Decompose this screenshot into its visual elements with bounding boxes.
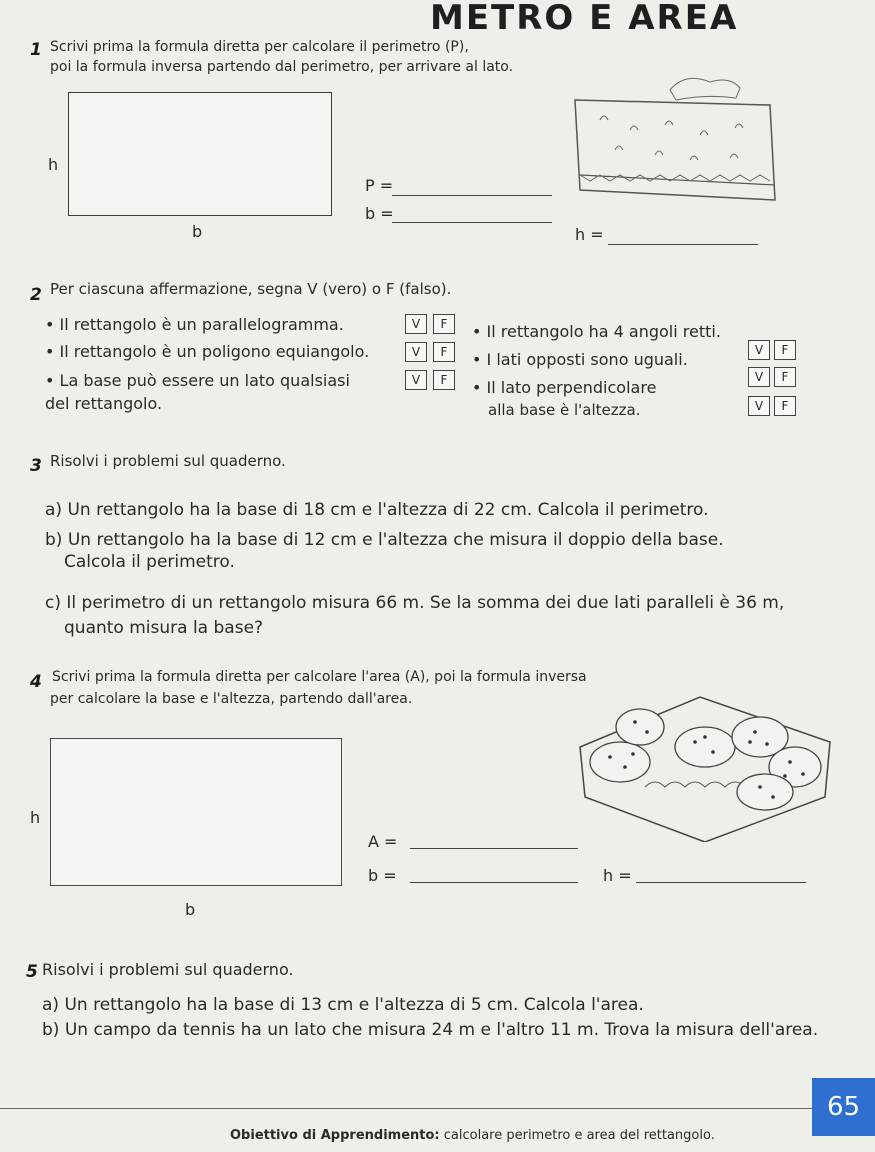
false-checkbox-right-2[interactable]: F: [774, 367, 796, 387]
exercise-2-instruction: Per ciascuna affermazione, segna V (vero) o F (falso).: [50, 280, 452, 298]
learning-objective: [230, 1128, 715, 1143]
statement-left-3: • La base può essere un lato qualsiasi: [45, 371, 350, 390]
exercise-1-text-line2: poi la formula inversa partendo dal perimetro, per arrivare al lato.: [50, 59, 514, 75]
exercise-3-number: 3: [30, 456, 42, 476]
statement-left-3-continuation: del rettangolo.: [45, 394, 163, 413]
footer-divider: [0, 1108, 875, 1109]
false-checkbox-left-2[interactable]: F: [433, 342, 455, 362]
learning-objective-label: Obiettivo di Apprendimento:: [230, 1128, 440, 1143]
rectangle-2-base-label: b: [185, 900, 196, 919]
base-formula-label: b =: [365, 204, 394, 223]
statement-right-2-text: I lati opposti sono uguali.: [486, 350, 688, 369]
perimeter-formula-label: P =: [365, 176, 394, 195]
learning-objective-text: calcolare perimetro e area del rettangolo.: [439, 1128, 715, 1143]
base-from-area-label: b =: [368, 866, 397, 885]
exercise-4-text-line2: per calcolare la base e l'altezza, partendo dall'area.: [50, 691, 413, 707]
statement-left-2-text: Il rettangolo è un poligono equiangolo.: [59, 342, 370, 361]
cookie-tray-icon: [575, 692, 835, 842]
statement-right-3: • Il lato perpendicolare: [472, 378, 657, 397]
true-checkbox-left-2[interactable]: V: [405, 342, 427, 362]
statement-right-3-text: Il lato perpendicolare: [486, 378, 657, 397]
exercise-3-instruction: Risolvi i problemi sul quaderno.: [50, 452, 286, 470]
page-number: 65: [812, 1078, 875, 1136]
exercise-1-text-line1: Scrivi prima la formula diretta per calcolare il perimetro (P),: [50, 39, 469, 55]
false-checkbox-left-1[interactable]: F: [433, 314, 455, 334]
rectangle-2-height-label: h: [30, 808, 41, 827]
exercise-4-text-line1: Scrivi prima la formula diretta per calcolare l'area (A), poi la formula inversa: [52, 669, 587, 685]
perimeter-answer-line[interactable]: [392, 195, 552, 196]
exercise-2-number: 2: [30, 285, 42, 305]
statement-right-2: • I lati opposti sono uguali.: [472, 350, 688, 369]
height-answer-line[interactable]: [608, 244, 758, 245]
base-answer-line[interactable]: [392, 222, 552, 223]
area-formula-label: A =: [368, 832, 398, 851]
area-answer-line[interactable]: [410, 848, 578, 849]
statement-left-1: • Il rettangolo è un parallelogramma.: [45, 315, 344, 334]
true-checkbox-right-3[interactable]: V: [748, 396, 770, 416]
height-formula-label: h =: [575, 225, 604, 244]
rectangle-diagram-2: [50, 738, 342, 886]
problem-3b-line1: b) Un rettangolo ha la base di 12 cm e l'altezza che misura il doppio della base.: [45, 530, 724, 550]
statement-left-1-text: Il rettangolo è un parallelogramma.: [59, 315, 344, 334]
statement-right-1-text: Il rettangolo ha 4 angoli retti.: [486, 322, 721, 341]
garden-bed-icon: [570, 70, 780, 210]
problem-5a: a) Un rettangolo ha la base di 13 cm e l'altezza di 5 cm. Calcola l'area.: [42, 995, 644, 1015]
problem-3a: a) Un rettangolo ha la base di 18 cm e l'altezza di 22 cm. Calcola il perimetro.: [45, 500, 709, 520]
exercise-5-instruction: Risolvi i problemi sul quaderno.: [42, 960, 294, 979]
false-checkbox-left-3[interactable]: F: [433, 370, 455, 390]
statement-right-3-continuation: alla base è l'altezza.: [488, 401, 641, 419]
base-from-area-answer-line[interactable]: [410, 882, 578, 883]
height-from-area-label: h =: [603, 866, 632, 885]
statement-left-3-text: La base può essere un lato qualsiasi: [59, 371, 350, 390]
true-checkbox-right-2[interactable]: V: [748, 367, 770, 387]
statement-left-2: • Il rettangolo è un poligono equiangolo.: [45, 342, 370, 361]
exercise-4-number: 4: [30, 672, 42, 692]
rectangle-1-height-label: h: [48, 155, 59, 174]
false-checkbox-right-1[interactable]: F: [774, 340, 796, 360]
page-title: METRO E AREA: [430, 0, 739, 38]
problem-5b: b) Un campo da tennis ha un lato che misura 24 m e l'altro 11 m. Trova la misura dell'area.: [42, 1020, 819, 1040]
height-from-area-answer-line[interactable]: [636, 882, 806, 883]
rectangle-diagram-1: [68, 92, 332, 216]
problem-3c-line2: quanto misura la base?: [64, 618, 264, 638]
true-checkbox-left-3[interactable]: V: [405, 370, 427, 390]
problem-3b-line2: Calcola il perimetro.: [64, 552, 235, 572]
exercise-5-number: 5: [26, 962, 38, 982]
true-checkbox-left-1[interactable]: V: [405, 314, 427, 334]
problem-3c-line1: c) Il perimetro di un rettangolo misura 66 m. Se la somma dei due lati paralleli è 36 m,: [45, 593, 785, 613]
statement-right-1: • Il rettangolo ha 4 angoli retti.: [472, 322, 721, 341]
false-checkbox-right-3[interactable]: F: [774, 396, 796, 416]
exercise-1-number: 1: [30, 40, 42, 60]
rectangle-1-base-label: b: [192, 222, 203, 241]
true-checkbox-right-1[interactable]: V: [748, 340, 770, 360]
